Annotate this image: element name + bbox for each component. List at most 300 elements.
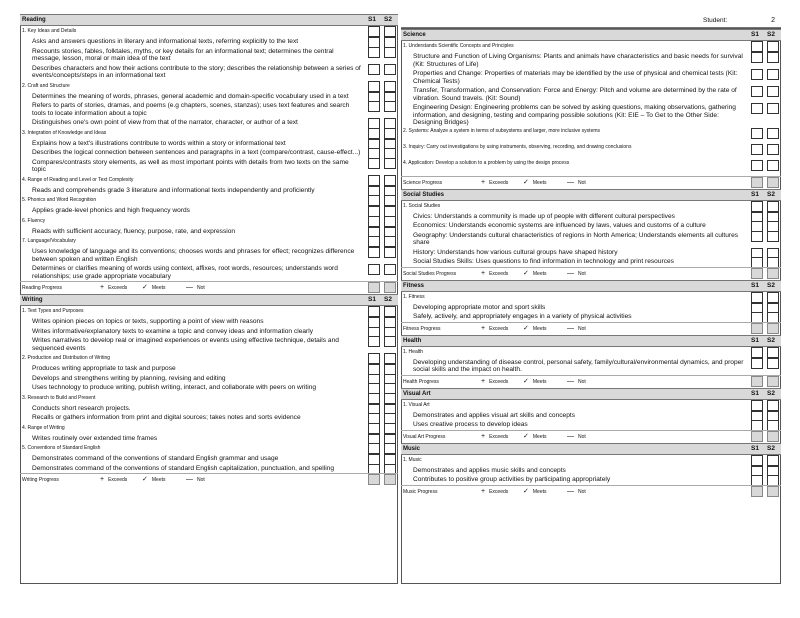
- standard-text: Conducts short research projects.: [32, 404, 131, 412]
- s2-checkbox[interactable]: [767, 41, 779, 52]
- category-name: 1. Fitness: [403, 293, 425, 300]
- section-title: Health: [403, 337, 422, 344]
- standard-text: Explains how a text's illustrations contribute to words within a story or informational text: [32, 139, 286, 147]
- standard-row: [401, 358, 781, 375]
- s2-checkbox[interactable]: [384, 236, 396, 247]
- s2-checkbox[interactable]: [384, 47, 396, 58]
- legend-label: Not: [578, 179, 586, 186]
- category-name: 3. Integration of Knowledge and Ideas: [22, 129, 107, 136]
- s2-checkbox[interactable]: [384, 443, 396, 454]
- standard-text: History: Understands how various cultural groups have shaped history: [413, 248, 618, 256]
- s1-checkbox[interactable]: [751, 231, 763, 242]
- legend-label: Not: [578, 488, 586, 495]
- s2-column-label: S2: [384, 296, 392, 303]
- progress-legend-item: [481, 376, 508, 388]
- category-name: 3. Inquiry: Carry out investigations by using instruments, observing, recording, and drawing conclusions: [403, 143, 632, 150]
- category-row: [20, 128, 398, 139]
- progress-legend-item: [567, 177, 586, 189]
- legend-symbol: ✓: [523, 178, 529, 186]
- standard-row: [401, 312, 781, 322]
- section-header: [401, 335, 781, 347]
- section-title: Music: [403, 445, 421, 452]
- s2-checkbox[interactable]: [767, 231, 779, 242]
- standard-text: Properties and Change: Properties of materials may be identified by the use of physical and chemical tests (Kit: Chemical Tests): [413, 70, 738, 85]
- s1-checkbox[interactable]: [751, 292, 763, 303]
- category-row: [20, 353, 398, 364]
- s1-checkbox[interactable]: [751, 268, 763, 279]
- standard-row: [20, 92, 398, 102]
- section-title: Fitness: [403, 282, 425, 289]
- progress-row: [401, 485, 781, 498]
- category-name: 1. Understands Scientific Concepts and Principles: [403, 43, 514, 49]
- legend-label: Exceeds: [108, 285, 128, 291]
- s1-checkbox[interactable]: [751, 376, 763, 387]
- section-title: Social Studies: [403, 191, 445, 198]
- category-row: [401, 160, 781, 176]
- s1-checkbox[interactable]: [751, 160, 763, 171]
- s1-checkbox[interactable]: [751, 358, 763, 369]
- standard-row: [20, 101, 398, 118]
- standard-text: Describes the logical connection between sentences and paragraphs in a text (compare/contrast, cause-effect...): [32, 149, 361, 156]
- progress-legend-item: [142, 282, 166, 294]
- s1-checkbox[interactable]: [368, 101, 380, 112]
- legend-label: Not: [197, 285, 205, 291]
- s1-column-label: S1: [368, 16, 376, 23]
- s2-checkbox[interactable]: [384, 336, 396, 347]
- standard-text: Structure and Function of Living Organisms: Plants and animals have characteristics and basic needs for survival (Kit: Structures of Life): [413, 53, 743, 68]
- s2-checkbox[interactable]: [384, 216, 396, 227]
- right-column: [401, 29, 781, 498]
- standard-row: [20, 148, 398, 158]
- standard-row: [20, 139, 398, 149]
- progress-row: [401, 267, 781, 280]
- standard-row: [401, 466, 781, 476]
- standard-row: [401, 475, 781, 485]
- standard-row: [20, 247, 398, 264]
- progress-legend-item: [567, 323, 586, 335]
- s1-checkbox[interactable]: [751, 69, 763, 80]
- category-row: [20, 236, 398, 247]
- standard-text: Safely, actively, and appropriately engages in a variety of physical activities: [413, 313, 632, 320]
- legend-label: Meets: [151, 285, 166, 291]
- left-column: [20, 14, 398, 486]
- standard-row: [401, 411, 781, 421]
- category-name: 1. Visual Art: [403, 401, 430, 408]
- category-name: 1. Key Ideas and Details: [22, 28, 77, 34]
- legend-label: Exceeds: [489, 270, 509, 277]
- legend-symbol: ✓: [523, 269, 529, 277]
- standard-row: [20, 454, 398, 464]
- category-row: [401, 347, 781, 358]
- legend-label: Exceeds: [489, 488, 509, 495]
- s2-checkbox[interactable]: [384, 175, 396, 186]
- s2-checkbox[interactable]: [384, 423, 396, 434]
- progress-row: [401, 322, 781, 335]
- legend-label: Not: [197, 477, 205, 483]
- s1-checkbox[interactable]: [751, 86, 763, 97]
- progress-legend-item: [186, 282, 205, 294]
- standard-row: [401, 69, 781, 86]
- standard-text: Social Studies Skills: Uses questions to find information in technology and print resources: [413, 258, 674, 265]
- s1-checkbox[interactable]: [751, 431, 763, 442]
- standard-text: Writes opinion pieces on topics or texts, supporting a point of view with reasons: [32, 318, 264, 325]
- s1-column-label: S1: [751, 190, 759, 198]
- s2-checkbox[interactable]: [767, 86, 779, 97]
- s2-checkbox[interactable]: [384, 64, 396, 75]
- standard-text: Demonstrates command of the conventions of standard English capitalization, punctuation, and spelling: [32, 464, 335, 472]
- standard-row: [20, 413, 398, 423]
- legend-label: Meets: [532, 378, 547, 385]
- s2-checkbox[interactable]: [384, 158, 396, 169]
- category-row: [20, 393, 398, 404]
- progress-legend-item: [481, 323, 508, 335]
- standard-text: Applies grade-level phonics and high frequency words: [32, 207, 190, 214]
- s1-checkbox[interactable]: [368, 81, 380, 92]
- s2-column-label: S2: [767, 31, 775, 38]
- s1-column-label: S1: [368, 296, 376, 303]
- s2-checkbox[interactable]: [767, 455, 779, 466]
- standard-text: Demonstrates and applies music skills and concepts: [413, 466, 566, 474]
- category-name: 1. Health: [403, 348, 424, 355]
- section-header: [20, 294, 398, 306]
- s1-checkbox[interactable]: [751, 128, 763, 139]
- s1-checkbox[interactable]: [751, 103, 763, 114]
- s2-checkbox[interactable]: [767, 292, 779, 303]
- progress-label: Music Progress: [403, 488, 438, 495]
- standard-text: Determines the meaning of words, phrases, general academic and domain-specific vocabulary used in a text: [32, 92, 349, 100]
- section-title: Visual Art: [403, 390, 431, 397]
- s1-checkbox[interactable]: [368, 306, 380, 317]
- s1-checkbox[interactable]: [368, 236, 380, 247]
- s1-column-label: S1: [751, 336, 759, 344]
- s2-checkbox[interactable]: [767, 103, 779, 114]
- category-row: [401, 201, 781, 212]
- standard-row: [20, 464, 398, 474]
- progress-label: Visual Art Progress: [403, 433, 446, 440]
- standard-text: Economics: Understands economic systems are influenced by laws, values and customs of a culture: [413, 222, 706, 229]
- s1-checkbox[interactable]: [751, 177, 763, 188]
- s1-checkbox[interactable]: [751, 455, 763, 466]
- standard-text: Demonstrates and applies visual art skills and concepts: [413, 411, 575, 419]
- progress-row: [401, 375, 781, 388]
- section-title: Writing: [22, 297, 43, 303]
- s2-checkbox[interactable]: [767, 486, 779, 497]
- s2-checkbox[interactable]: [767, 177, 779, 188]
- category-row: [401, 292, 781, 303]
- s1-checkbox[interactable]: [368, 443, 380, 454]
- legend-label: Meets: [532, 179, 547, 186]
- standard-row: [20, 364, 398, 374]
- s2-column-label: S2: [767, 281, 775, 289]
- student-header: [401, 15, 781, 28]
- progress-row: [401, 176, 781, 189]
- s1-checkbox[interactable]: [751, 323, 763, 334]
- category-row: [20, 306, 398, 317]
- s1-checkbox[interactable]: [368, 353, 380, 364]
- s1-checkbox[interactable]: [751, 486, 763, 497]
- progress-legend-item: [567, 431, 586, 443]
- standard-row: [20, 383, 398, 393]
- s2-checkbox[interactable]: [384, 247, 396, 258]
- s1-checkbox[interactable]: [368, 393, 380, 404]
- category-row: [401, 41, 781, 52]
- progress-legend-item: [142, 474, 166, 486]
- standard-text: Uses creative process to develop ideas: [413, 421, 528, 428]
- standard-row: [20, 158, 398, 175]
- progress-label: Health Progress: [403, 378, 439, 385]
- standard-text: Writes informative/explanatory texts to examine a topic and convey ideas and information clearly: [32, 327, 313, 335]
- standard-text: Civics: Understands a community is made up of people with different cultural perspectives: [413, 212, 675, 220]
- standard-row: [20, 64, 398, 81]
- legend-symbol: ✓: [523, 324, 529, 332]
- progress-row: [20, 473, 398, 486]
- s1-checkbox[interactable]: [368, 47, 380, 58]
- s1-checkbox[interactable]: [368, 282, 380, 293]
- legend-symbol: —: [567, 269, 574, 277]
- standard-row: [20, 186, 398, 196]
- s1-checkbox[interactable]: [751, 144, 763, 155]
- standard-row: [401, 86, 781, 103]
- s1-checkbox[interactable]: [751, 400, 763, 411]
- progress-legend-item: [523, 177, 547, 189]
- s1-checkbox[interactable]: [368, 26, 380, 37]
- standard-text: Developing understanding of disease control, personal safety, family/cultural/environmental dynamics, and proper social skills and the impact on health.: [413, 358, 744, 373]
- legend-symbol: —: [567, 487, 574, 495]
- category-row: [401, 144, 781, 160]
- legend-symbol: +: [100, 476, 105, 483]
- s2-checkbox[interactable]: [767, 431, 779, 442]
- legend-symbol: —: [567, 178, 574, 186]
- progress-legend-item: [481, 268, 508, 280]
- standard-text: Determines or clarifies meaning of words using context, affixes, root words, resources; understands word relationships; use grade appropriate vocabulary: [32, 265, 338, 280]
- section-header: [401, 443, 781, 455]
- category-name: 2. Craft and Structure: [22, 82, 70, 89]
- progress-label: Reading Progress: [22, 285, 63, 291]
- s2-checkbox[interactable]: [384, 353, 396, 364]
- s1-checkbox[interactable]: [368, 158, 380, 169]
- s2-checkbox[interactable]: [767, 376, 779, 387]
- category-name: 5. Conventions of Standard English: [22, 445, 101, 451]
- standard-text: Demonstrates command of the conventions of standard English grammar and usage: [32, 455, 279, 462]
- standard-row: [20, 47, 398, 64]
- standard-text: Distinguishes one's own point of view from that of the narrator, character, or author of a text: [32, 119, 298, 126]
- progress-legend-item: [523, 486, 547, 498]
- standard-text: Asks and answers questions in literary and informational texts, referring explicitly to the text: [32, 38, 299, 45]
- section-header: [20, 14, 398, 26]
- standard-text: Recalls or gathers information from print and digital sources; takes notes and sorts evidence: [32, 414, 301, 421]
- standard-text: Compares/contrasts story elements, as well as most important points with details from two texts on the same topic: [32, 158, 349, 173]
- s2-checkbox[interactable]: [384, 264, 396, 275]
- category-name: 3. Research to Build and Present: [22, 394, 96, 401]
- s1-checkbox[interactable]: [751, 347, 763, 358]
- progress-label: Science Progress: [403, 179, 443, 186]
- standard-row: [401, 221, 781, 231]
- progress-label: Writing Progress: [22, 477, 59, 483]
- standard-row: [20, 37, 398, 47]
- legend-label: Not: [578, 433, 586, 440]
- category-row: [401, 400, 781, 411]
- s2-checkbox[interactable]: [767, 358, 779, 369]
- s1-checkbox[interactable]: [368, 423, 380, 434]
- category-row: [20, 443, 398, 454]
- standard-row: [20, 336, 398, 353]
- category-name: 4. Range of Writing: [22, 424, 65, 431]
- legend-symbol: ✓: [142, 284, 148, 291]
- progress-legend-item: [523, 268, 547, 280]
- s1-checkbox[interactable]: [368, 195, 380, 206]
- s1-checkbox[interactable]: [751, 52, 763, 63]
- standard-text: Engineering Design: Engineering problems can be solved by asking questions, making observations, gathering information, and designing, testing and comparing possible solutions (Kit: EIE – To Get to the Other Side: Designing Bridges): [413, 104, 736, 126]
- category-name: 4. Range of Reading and Level or Text Complexity: [22, 176, 134, 183]
- category-row: [20, 175, 398, 186]
- progress-legend-item: [481, 486, 508, 498]
- legend-symbol: —: [186, 476, 193, 483]
- standard-text: Developing appropriate motor and sport skills: [413, 303, 546, 311]
- section-title: Reading: [22, 17, 46, 23]
- legend-label: Meets: [532, 433, 547, 440]
- s1-checkbox[interactable]: [368, 264, 380, 275]
- category-name: 2. Systems: Analyze a system in terms of subsystems and larger, more inclusive systems: [403, 127, 601, 134]
- s2-checkbox[interactable]: [767, 323, 779, 334]
- category-name: 2. Production and Distribution of Writing: [22, 355, 111, 361]
- category-row: [20, 81, 398, 92]
- s1-column-label: S1: [751, 444, 759, 452]
- progress-label: Social Studies Progress: [403, 270, 457, 277]
- standard-row: [20, 404, 398, 414]
- standard-text: Describes characters and how their actions contribute to the story; describes the relationship between a series of events/concepts/steps in an informational text: [32, 64, 361, 79]
- legend-symbol: —: [567, 432, 574, 440]
- s2-column-label: S2: [384, 16, 392, 23]
- s2-checkbox[interactable]: [384, 306, 396, 317]
- standard-row: [20, 264, 398, 281]
- s2-checkbox[interactable]: [384, 101, 396, 112]
- progress-row: [401, 430, 781, 443]
- legend-label: Exceeds: [489, 179, 509, 186]
- s1-checkbox[interactable]: [368, 216, 380, 227]
- standard-row: [20, 434, 398, 444]
- s1-checkbox[interactable]: [368, 247, 380, 258]
- s2-checkbox[interactable]: [384, 81, 396, 92]
- s1-checkbox[interactable]: [368, 336, 380, 347]
- standard-row: [401, 248, 781, 258]
- s1-checkbox[interactable]: [751, 41, 763, 52]
- progress-label: Fitness Progress: [403, 325, 441, 332]
- s1-checkbox[interactable]: [751, 201, 763, 212]
- legend-symbol: —: [567, 377, 574, 385]
- s1-checkbox[interactable]: [368, 175, 380, 186]
- progress-legend-item: [186, 474, 205, 486]
- legend-symbol: —: [186, 284, 193, 291]
- page-number: 2: [771, 17, 775, 24]
- s2-checkbox[interactable]: [767, 268, 779, 279]
- legend-symbol: +: [481, 487, 486, 495]
- legend-symbol: —: [567, 324, 574, 332]
- legend-label: Exceeds: [489, 378, 509, 385]
- s1-checkbox[interactable]: [368, 64, 380, 75]
- s2-column-label: S2: [767, 389, 775, 397]
- standard-row: [401, 52, 781, 69]
- legend-symbol: +: [481, 178, 486, 186]
- s2-checkbox[interactable]: [384, 474, 396, 485]
- s2-column-label: S2: [767, 444, 775, 452]
- standard-row: [401, 303, 781, 313]
- s2-checkbox[interactable]: [384, 128, 396, 139]
- s2-checkbox[interactable]: [767, 144, 779, 155]
- legend-label: Not: [578, 270, 586, 277]
- legend-label: Meets: [532, 270, 547, 277]
- category-name: 4. Application: Develop a solution to a problem by using the design process: [403, 159, 570, 166]
- standard-text: Uses knowledge of language and its conventions; chooses words and phrases for effect; recognizes difference between spoken and written English: [32, 248, 355, 263]
- standard-text: Develops and strengthens writing by planning, revising and editing: [32, 374, 226, 382]
- s2-checkbox[interactable]: [767, 201, 779, 212]
- standard-row: [20, 227, 398, 237]
- s2-checkbox[interactable]: [384, 393, 396, 404]
- s2-checkbox[interactable]: [767, 52, 779, 63]
- category-name: 1. Music: [403, 456, 422, 463]
- progress-legend-item: [523, 323, 547, 335]
- standard-text: Reads with sufficient accuracy, fluency, purpose, rate, and expression: [32, 227, 236, 235]
- s1-checkbox[interactable]: [368, 128, 380, 139]
- legend-symbol: +: [481, 324, 486, 332]
- category-row: [20, 26, 398, 37]
- legend-label: Exceeds: [489, 433, 509, 440]
- legend-label: Meets: [151, 477, 166, 483]
- section-header: [401, 280, 781, 292]
- category-name: 1. Social Studies: [403, 202, 441, 209]
- s2-checkbox[interactable]: [767, 347, 779, 358]
- legend-symbol: +: [481, 432, 486, 440]
- legend-symbol: +: [481, 269, 486, 277]
- legend-symbol: ✓: [523, 487, 529, 495]
- category-name: 5. Phonics and Word Recognition: [22, 197, 97, 203]
- progress-legend-item: [567, 486, 586, 498]
- s1-column-label: S1: [751, 389, 759, 397]
- s2-checkbox[interactable]: [767, 69, 779, 80]
- standard-row: [20, 317, 398, 327]
- standard-row: [20, 374, 398, 384]
- s2-checkbox[interactable]: [384, 282, 396, 293]
- standard-text: Recounts stories, fables, folktales, myths, or key details for an informational text; determines the central message, lesson, moral or main idea of the text: [32, 47, 334, 62]
- category-row: [401, 128, 781, 144]
- standard-row: [401, 257, 781, 267]
- legend-label: Meets: [532, 325, 547, 332]
- s1-checkbox[interactable]: [368, 474, 380, 485]
- category-row: [20, 195, 398, 206]
- s2-checkbox[interactable]: [767, 160, 779, 171]
- progress-legend-item: [100, 282, 127, 294]
- legend-label: Exceeds: [489, 325, 509, 332]
- standard-text: Uses technology to produce writing, publish writing, interact, and collaborate with peers on writing: [32, 384, 317, 391]
- s2-checkbox[interactable]: [384, 26, 396, 37]
- progress-legend-item: [567, 268, 586, 280]
- s2-checkbox[interactable]: [767, 400, 779, 411]
- legend-label: Meets: [532, 488, 547, 495]
- s2-checkbox[interactable]: [384, 195, 396, 206]
- legend-label: Exceeds: [108, 477, 128, 483]
- student-label: Student:: [703, 17, 728, 24]
- progress-legend-item: [481, 431, 508, 443]
- category-row: [20, 423, 398, 434]
- standard-row: [401, 212, 781, 222]
- legend-label: Not: [578, 325, 586, 332]
- s2-checkbox[interactable]: [767, 128, 779, 139]
- section-header: [401, 29, 781, 41]
- legend-symbol: +: [100, 284, 105, 291]
- s2-column-label: S2: [767, 190, 775, 198]
- category-name: 7. Language/Vocabulary: [22, 238, 76, 244]
- standard-text: Contributes to positive group activities by participating appropriately: [413, 476, 611, 483]
- progress-row: [20, 281, 398, 294]
